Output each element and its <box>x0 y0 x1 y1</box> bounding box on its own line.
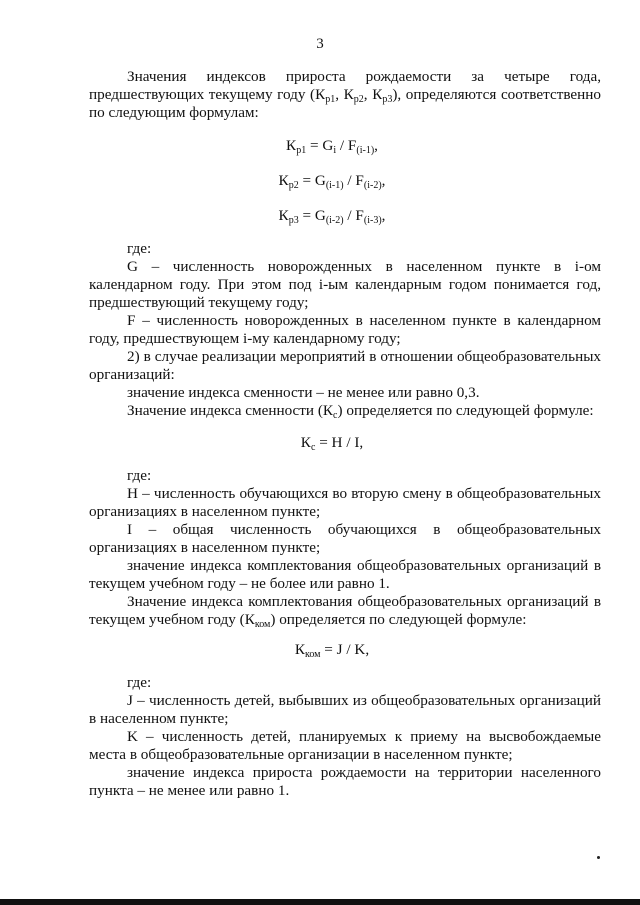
shift-intro-text: Значение индекса сменности (К <box>127 402 334 419</box>
shift-index-value: значение индекса сменности – не менее или равно 0,3. <box>127 384 480 401</box>
staff-intro-subscript: ком <box>254 619 271 630</box>
definition-j: J – численность детей, выбывших из общеобразовательных организаций в населенном пункте; <box>89 692 601 727</box>
kp3-subscript: р3 <box>382 94 393 105</box>
formula-rhs: = H / I, <box>315 434 364 451</box>
formula-tail: , <box>381 207 386 224</box>
kp2-symbol: К <box>343 86 354 103</box>
formula-f-sub: (i-3) <box>363 215 382 226</box>
formula-kp1 <box>0 137 640 155</box>
formula-shift <box>0 434 640 452</box>
formula-lhs: К <box>300 434 311 451</box>
formula-rhs: = J / K, <box>320 641 370 658</box>
birth-index-value: значение индекса прироста рождаемости на территории населенного пункта – не менее или равно 1. <box>89 764 601 799</box>
shift-intro-subscript: с <box>333 410 338 421</box>
kp2-subscript: р2 <box>353 94 364 105</box>
formula-f: / F <box>343 207 364 224</box>
definition-k: K – численность детей, планируемых к приему на высвобождаемые места в общеобразовательные организации в населенном пункте; <box>89 728 601 763</box>
formula-f-sub: (i-2) <box>363 180 382 191</box>
formula-lhs: К <box>278 207 289 224</box>
formula-lhs: К <box>294 641 305 658</box>
scan-speck <box>597 856 600 859</box>
formula-tail: , <box>374 137 378 154</box>
formula-lhs-sub: р2 <box>288 180 299 191</box>
staff-intro-end: ) определяется по следующей формуле: <box>270 611 527 628</box>
item-2: 2) в случае реализации мероприятий в отношении общеобразовательных организаций: <box>89 348 601 383</box>
staff-intro-text: Значение индекса комплектования общеобразовательных организаций в текущем учебном году (К <box>89 593 601 628</box>
formula-lhs-sub: р1 <box>296 145 307 156</box>
formula-g-sub: (i-1) <box>325 180 344 191</box>
formula-lhs: К <box>278 172 289 189</box>
kp1-subscript: р1 <box>325 94 336 105</box>
formula-lhs-sub: ком <box>304 649 321 660</box>
kp3-symbol: К <box>372 86 383 103</box>
formula-lhs-sub: р3 <box>288 215 299 226</box>
formula-g-sub: (i-2) <box>325 215 344 226</box>
formula-kp2 <box>0 172 640 190</box>
intro-end: ), определяются соответственно по следующим формулам: <box>89 86 602 121</box>
formula-f-sub: (i-1) <box>356 145 375 156</box>
definition-g: G – численность новорожденных в населенном пункте в i-ом календарном году. При этом под i-ым календарным годом понимается год, предшествующий текущему году; <box>89 258 601 311</box>
formula-kp3 <box>0 207 640 225</box>
scan-bottom-edge <box>0 899 640 905</box>
definition-i: I – общая численность обучающихся в общеобразовательных организациях в населенном пункте; <box>89 521 601 556</box>
formula-lhs: К <box>286 137 297 154</box>
intro-text: Значения индексов прироста рождаемости за четыре года, предшествующих текущему году ( <box>89 68 601 103</box>
formula-staffing <box>0 641 640 659</box>
kp1-symbol: К <box>315 86 326 103</box>
definition-f: F – численность новорожденных в населенном пункте в календарном году, предшествующем i-му календарному году; <box>89 312 601 347</box>
staffing-formula-intro <box>89 593 601 629</box>
formula-g-sub: i <box>333 145 337 156</box>
where-label-3: где: <box>127 674 152 691</box>
formula-f: / F <box>336 137 357 154</box>
formula-tail: , <box>381 172 386 189</box>
formula-f: / F <box>343 172 364 189</box>
definition-h: H – численность обучающихся во вторую смену в общеобразовательных организациях в населенном пункте; <box>89 485 601 520</box>
intro-paragraph: Значения индексов прироста рождаемости за четыре года, предшествующих текущему году ($К_{р1}$, $К_{р2}$, $К_{р3}$), определяются соответственно по следующим формулам: <box>89 68 602 121</box>
shift-intro-end: ) определяется по следующей формуле: <box>337 402 594 419</box>
where-label-1: где: <box>127 240 152 257</box>
page-number: 3 <box>316 36 324 52</box>
formula-g: = G <box>306 137 334 154</box>
formula-lhs-sub: с <box>310 442 316 453</box>
shift-formula-intro <box>127 402 594 420</box>
formula-g: = G <box>298 207 326 224</box>
where-label-2: где: <box>127 467 152 484</box>
staffing-index-value: значение индекса комплектования общеобразовательных организаций в текущем учебном году – не более или равно 1. <box>89 557 601 592</box>
formula-g: = G <box>298 172 326 189</box>
